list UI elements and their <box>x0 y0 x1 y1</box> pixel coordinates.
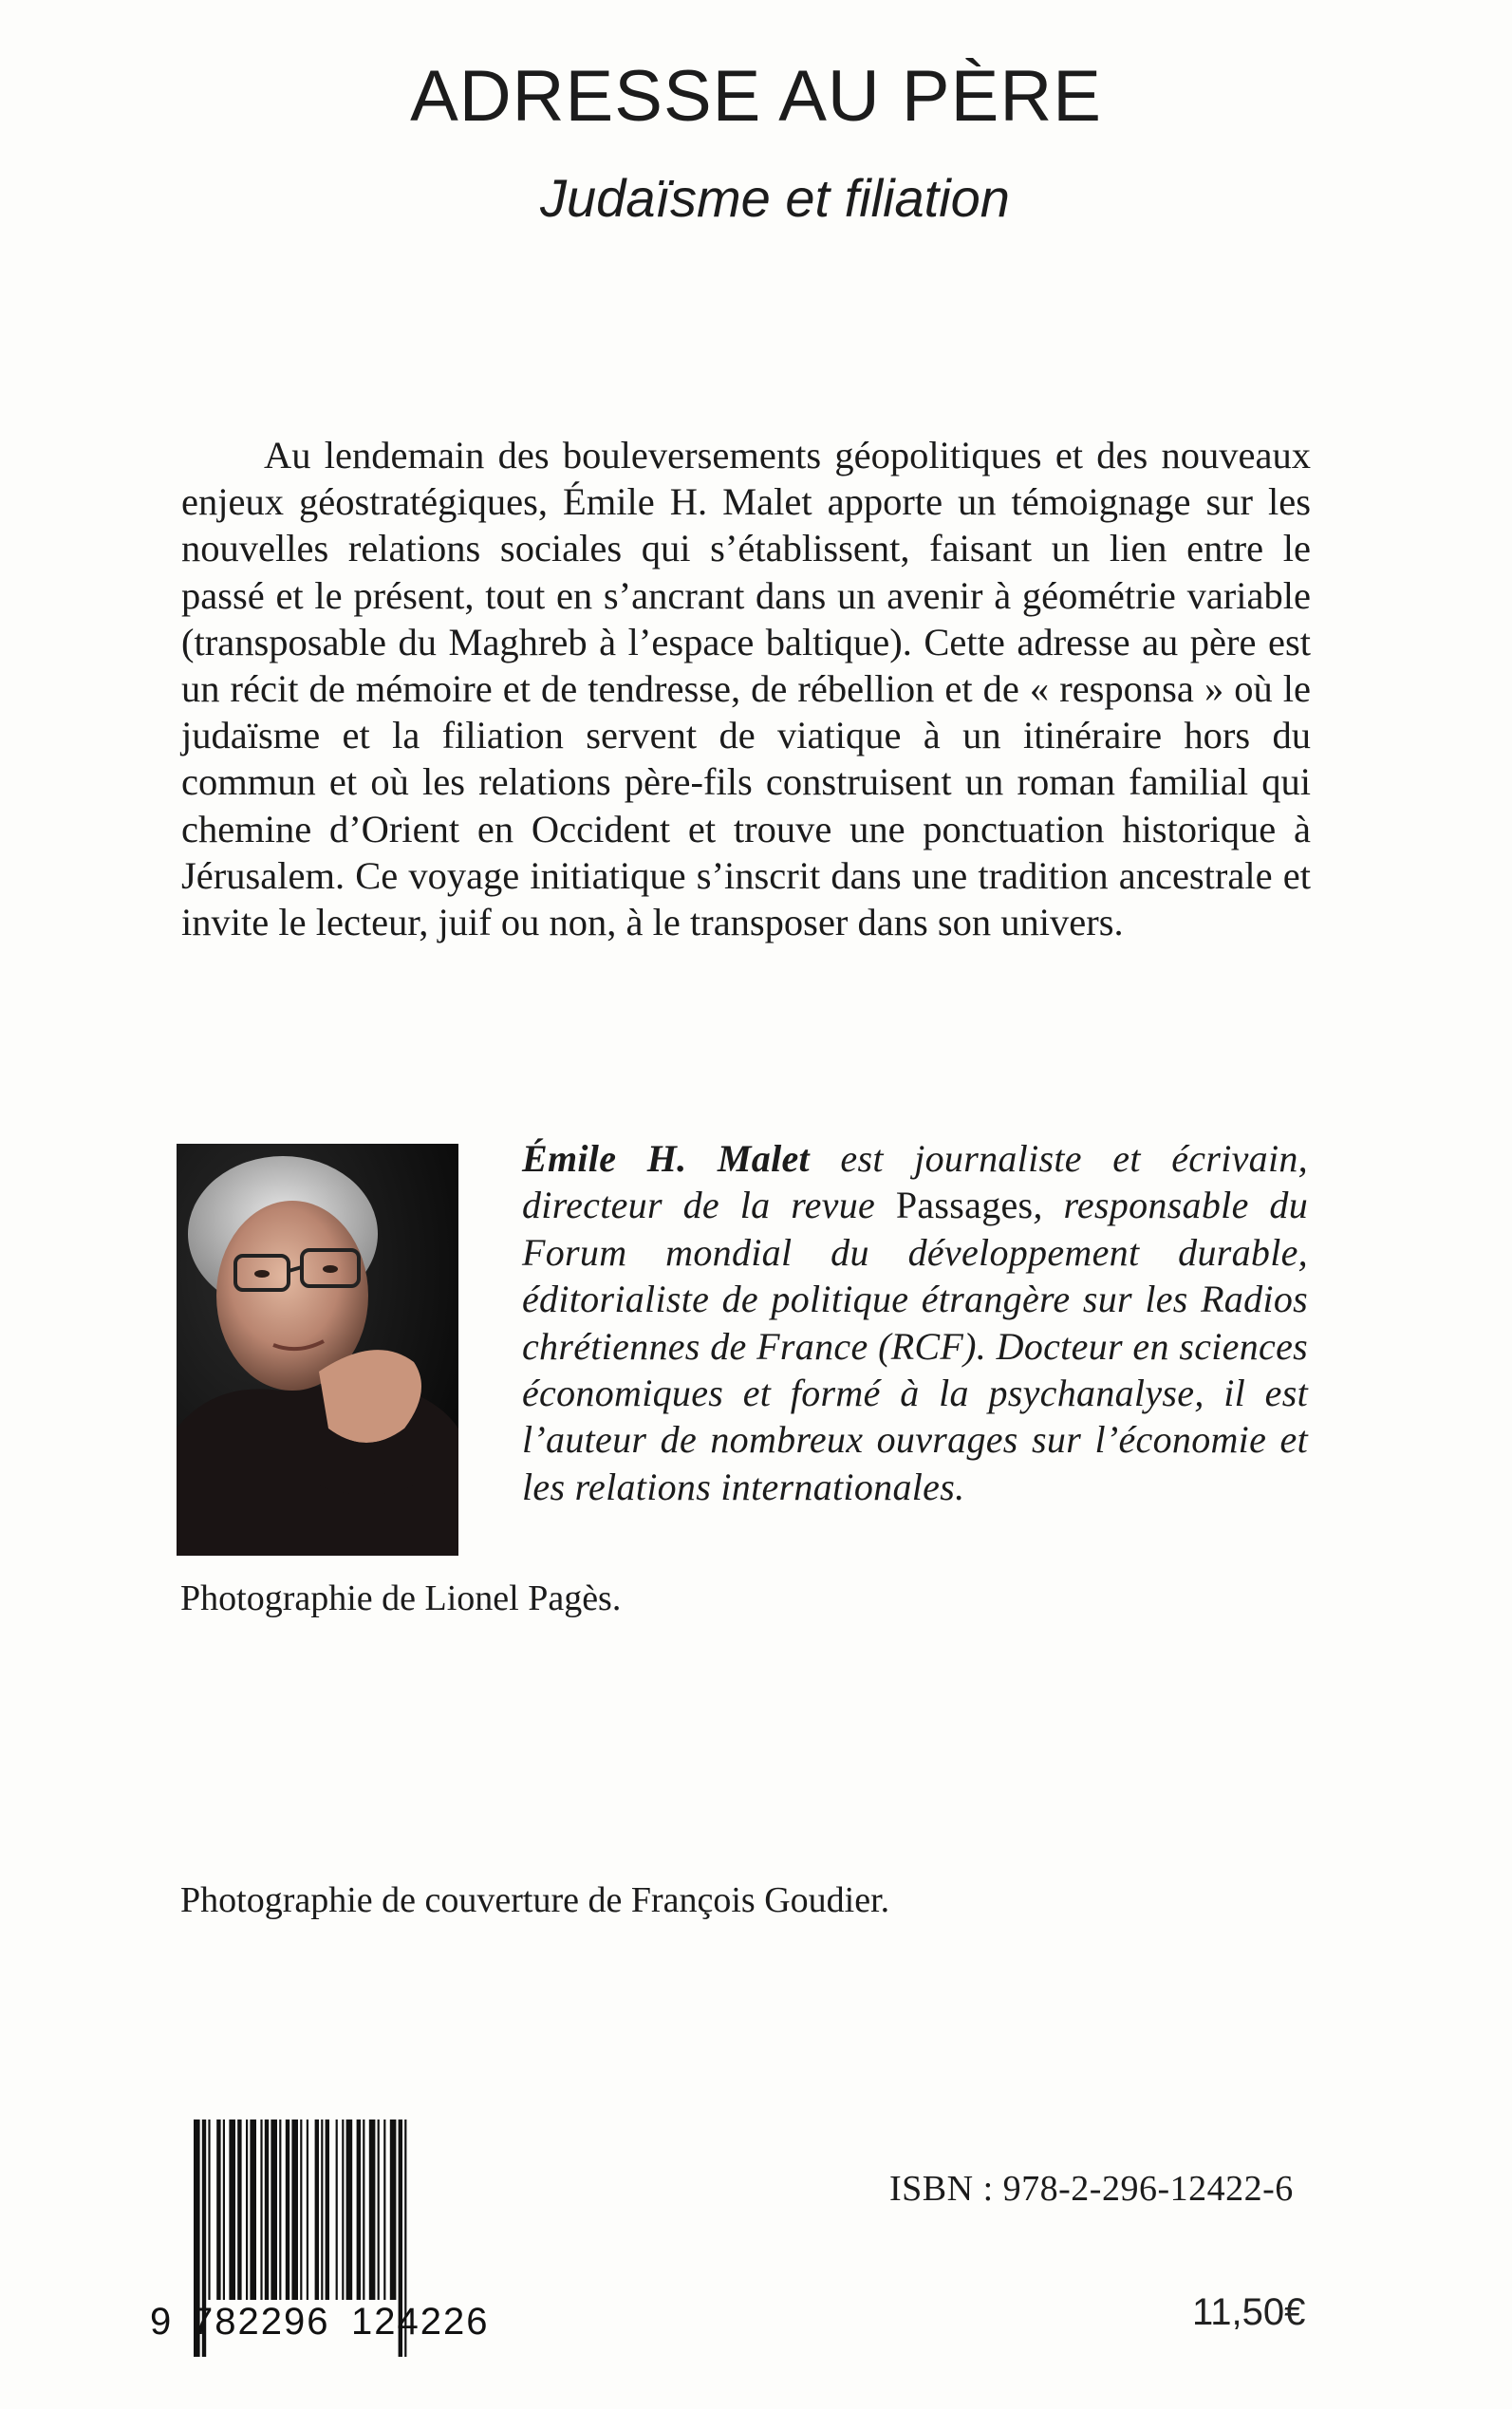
author-biography <box>497 1135 1308 1510</box>
barcode-bar <box>208 2120 210 2300</box>
barcode-bar <box>363 2120 364 2300</box>
author-portrait-image <box>177 1144 458 1556</box>
barcode-bar <box>321 2120 323 2300</box>
book-subtitle: Judaïsme et filiation <box>540 168 1010 228</box>
barcode-bar <box>279 2120 281 2300</box>
barcode-bar <box>357 2120 361 2300</box>
barcode-left-digits: 782296 <box>192 2301 330 2343</box>
barcode-bar <box>307 2120 308 2300</box>
barcode-bar <box>286 2120 289 2300</box>
barcode-bar <box>315 2120 319 2300</box>
barcode-bar <box>260 2120 262 2300</box>
photo-credit: Photographie de Lionel Pagès. <box>180 1578 622 1618</box>
bio-magazine-name: Passages <box>895 1184 1034 1227</box>
author-photo <box>177 1144 458 1556</box>
cover-photo-credit: Photographie de couverture de François Goudier. <box>180 1880 890 1920</box>
bio-text-part2: , responsable du Forum mondial du développement durable, éditorialiste de politique étrangère sur les Radios chrétiennes de France (RCF). Docteur en sciences économiques et formé à la psychanalyse, il est l’auteur de nombreux ouvrages sur l’économie et les relations internationales. <box>522 1184 1308 1508</box>
barcode-bar <box>336 2120 338 2300</box>
barcode-bar <box>265 2120 269 2300</box>
book-title: ADRESSE AU PÈRE <box>410 56 1102 137</box>
barcode-bar <box>300 2120 302 2300</box>
barcode-bar <box>223 2120 225 2300</box>
barcode-first-digit: 9 <box>150 2301 172 2343</box>
barcode-bar <box>369 2120 376 2300</box>
barcode-right-digits: 124226 <box>351 2301 490 2343</box>
barcode-bar <box>250 2120 256 2300</box>
synopsis-paragraph: Au lendemain des bouleversements géopolitiques et des nouveaux enjeux géostratégiques, Émile H. Malet apporte un témoignage sur les nouvelles relations sociales qui s’établissent, faisant un lien entre le passé et le présent, tout en s’ancrant dans un avenir à géométrie variable (transposable du Maghreb à l’espace baltique). Cette adresse au père est un récit de mémoire et de tendresse, de rébellion et de « responsa » où le judaïsme et la filiation servent de viatique à un itinéraire hors du commun et où les relations père-fils construisent un roman familial qui chemine d’Orient en Occident et trouve une ponctuation historique à Jérusalem. Ce voyage initiatique s’inscrit dans une tradition ancestrale et invite le lecteur, juif ou non, à le transposer dans son univers. <box>181 434 1311 944</box>
barcode-bar <box>342 2120 344 2300</box>
barcode-bar <box>229 2120 235 2300</box>
barcode-bar <box>383 2120 385 2300</box>
bio-author-name: Émile H. Malet <box>522 1137 810 1180</box>
bio-text-part1: est journaliste et écrivain, directeur de la revue <box>522 1137 1308 1227</box>
barcode-bar <box>291 2120 298 2300</box>
barcode-bar <box>237 2120 241 2300</box>
barcode-bar <box>246 2120 248 2300</box>
barcode-bar <box>326 2120 329 2300</box>
barcode-bar <box>378 2120 380 2300</box>
isbn-number: ISBN : 978-2-296-12422-6 <box>889 2169 1294 2209</box>
barcode-digits <box>142 2291 522 2348</box>
barcode-bar <box>346 2120 353 2300</box>
barcode-bar <box>390 2120 397 2300</box>
barcode-bar <box>216 2120 220 2300</box>
barcode-bar <box>271 2120 277 2300</box>
price: 11,50€ <box>1192 2291 1306 2333</box>
